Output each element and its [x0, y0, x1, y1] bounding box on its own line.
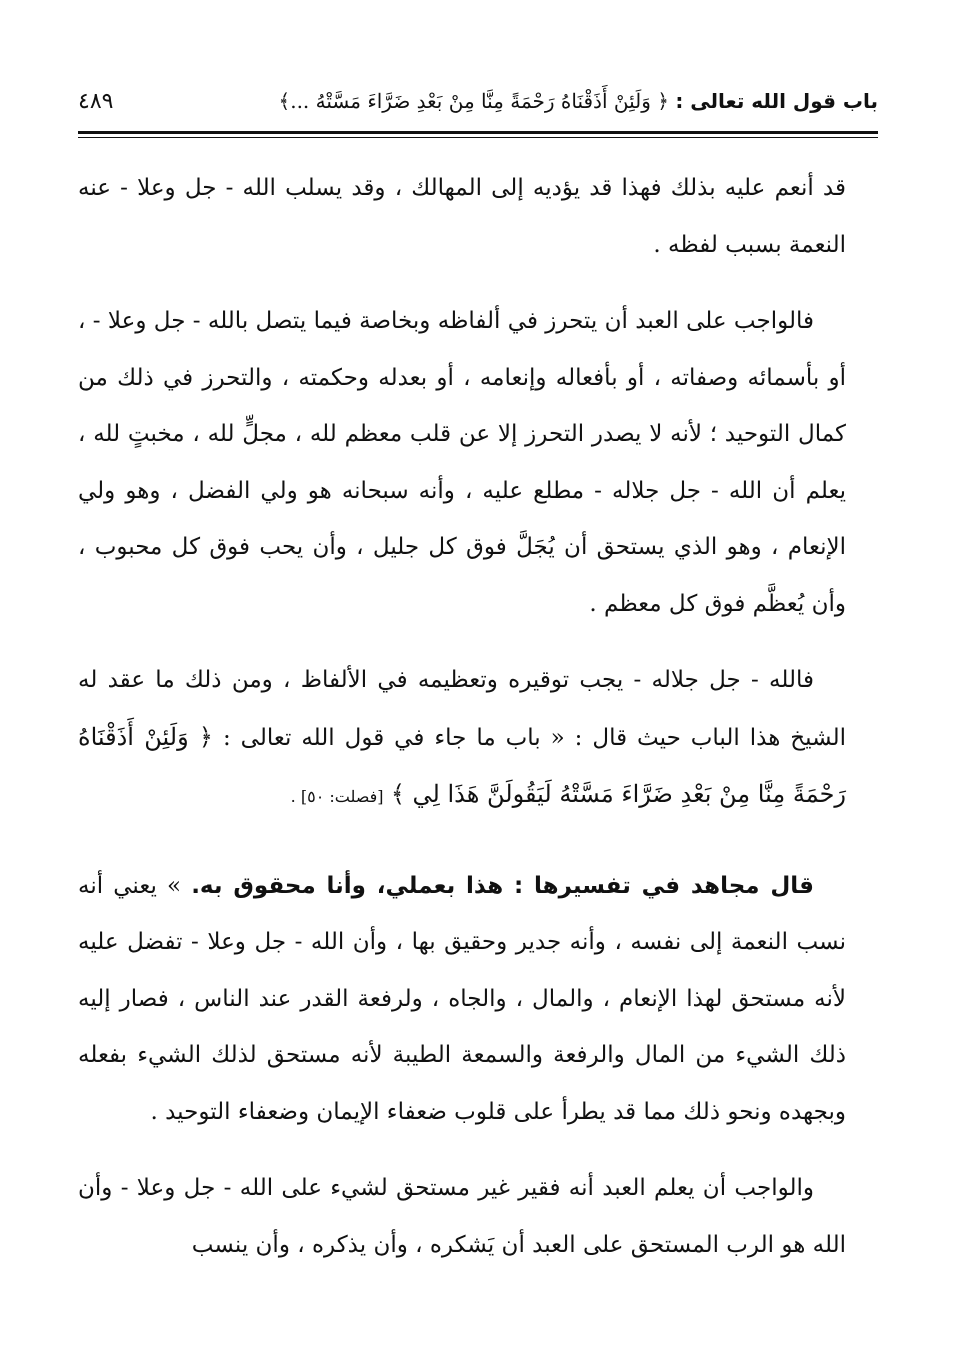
- paragraph-2: فالواجب على العبد أن يتحرز في ألفاظه وبخاصة فيما يتصل بالله - جل وعلا - ، أو بأسمائه وصفاته ، أو بأفعاله وإنعامه ، أو بعدله وحكمته ، والتحرز في ذلك من كمال التوحيد ؛ لأنه لا يصدر التحرز إلا عن قلب معظم لله ، مجلٍّ لله ، مخبتٍ لله ، يعلم أن الله - جل جلاله - مطلع عليه ، وأنه سبحانه هو ولي الفضل ، وهو ولي الإنعام ، وهو الذي يستحق أن يُجَلَّ فوق كل جليل ، وأن يحب فوق كل محبوب ، وأن يُعظَّم فوق كل معظم .: [78, 308, 846, 617]
- paragraph-3: [78, 652, 846, 826]
- header-rule-thin: [78, 137, 878, 138]
- chapter-title: [279, 89, 879, 113]
- chapter-title-verse: ﴿ وَلَئِنْ أَذَقْنَاهُ رَحْمَةً مِنَّا مِنْ بَعْدِ ضَرَّاءَ مَسَّتْهُ ...﴾: [278, 89, 669, 113]
- paragraph-4-text: » يعني أنه نسب النعمة إلى نفسه ، وأنه جدير وحقيق بها ، وأن الله - جل وعلا - تفضل عليه لأنه مستحق لهذا الإنعام ، والمال ، والجاه ، ولرفعة القدر عند الناس ، فصار إليه ذلك الشيء من المال والرفعة والسمعة الطيبة لأنه مستحق لذلك الشيء بفعله وبجهده ونحو ذلك مما قد يطرأ على قلوب ضعفاء الإيمان وضعفاء التوحيد .: [78, 872, 846, 1125]
- quran-verse: ﴿ وَلَئِنْ أَذَقْنَاهُ رَحْمَةً مِنَّا مِنْ بَعْدِ ضَرَّاءَ مَسَّتْهُ لَيَقُولَنَّ هَذَا لِي ﴾: [78, 722, 846, 808]
- paragraph-5: والواجب أن يعلم العبد أنه فقير غير مستحق لشيء على الله - جل وعلا - وأن الله هو الرب المستحق على العبد أن يَشكره ، وأن يذكره ، وأن ينسب: [78, 1175, 846, 1258]
- chapter-title-lead: باب قول الله تعالى :: [675, 89, 878, 113]
- page-number: ٤٨٩: [78, 88, 114, 114]
- header-rule: [78, 131, 878, 134]
- page-body: [78, 160, 846, 1273]
- paragraph-1: قد أنعم عليه بذلك فهذا قد يؤديه إلى المهالك ، وقد يسلب الله - جل وعلا - عنه النعمة بسبب لفظه .: [78, 175, 846, 258]
- running-header: [78, 78, 878, 124]
- paragraph-3-text: فالله - جل جلاله - يجب توقيره وتعظيمه في الألفاظ ، ومن ذلك ما عقد له الشيخ هذا الباب حيث قال : « باب ما جاء في قول الله تعالى :: [78, 667, 846, 751]
- mujahid-quote: قال مجاهد في تفسيرها : هذا بعملي، وأنا محقوق به.: [191, 872, 814, 899]
- paragraph-4: [78, 858, 846, 1141]
- verse-reference: [فصلت: ٥٠] .: [290, 787, 384, 806]
